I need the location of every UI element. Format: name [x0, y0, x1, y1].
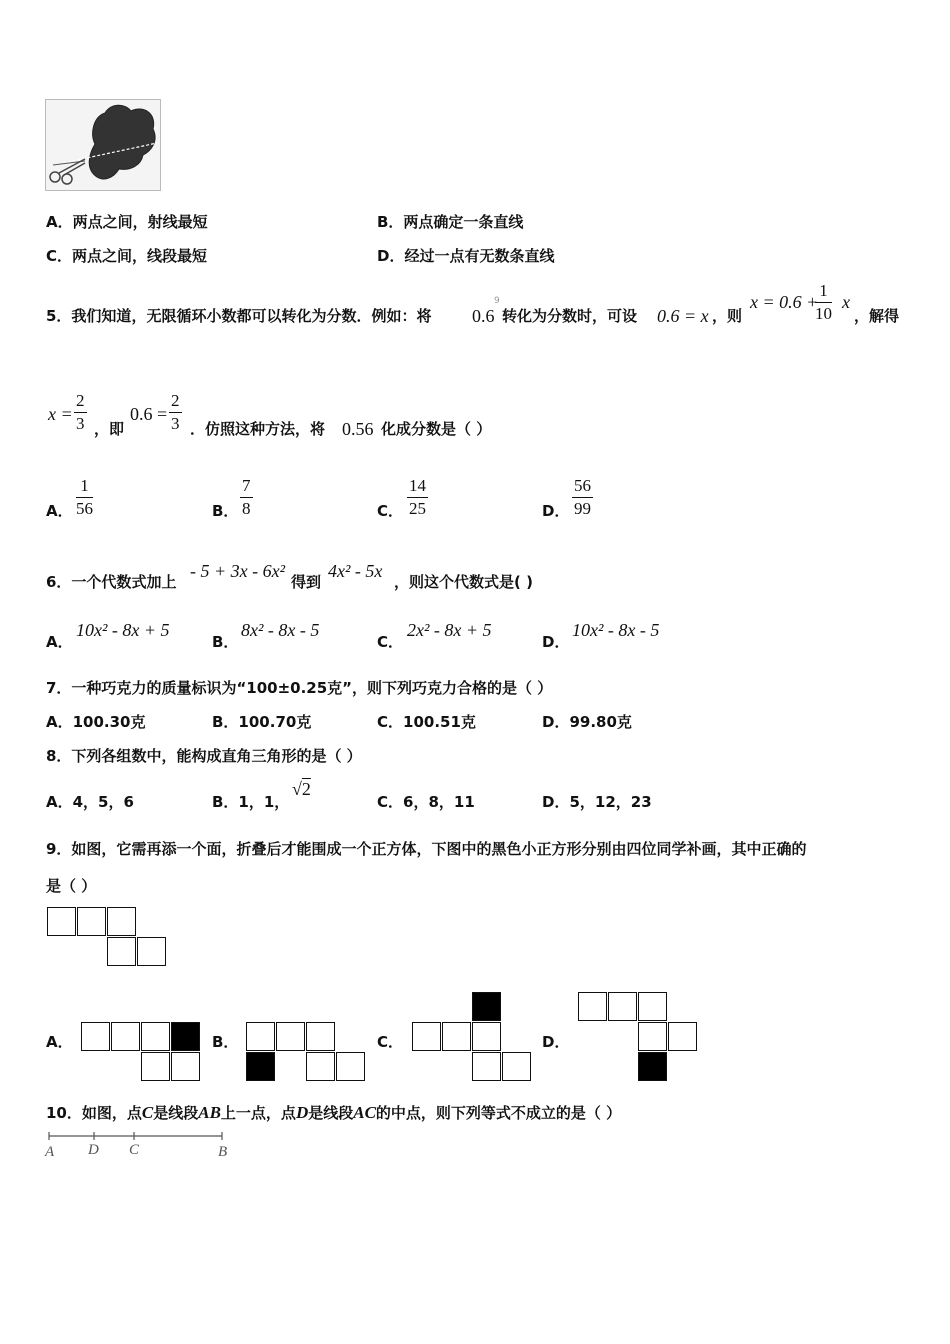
q5-eq2-num: 1 — [815, 281, 832, 303]
q5-option-c-num: 14 — [407, 476, 428, 498]
q7-stem: 7．一种巧克力的质量标识为“100±0.25克”，则下列巧克力合格的是（ ） — [46, 679, 553, 697]
net-square — [111, 1022, 140, 1051]
q10-stem-2: 是线段 — [153, 1104, 199, 1122]
q10-segment-ac-ref: AC — [353, 1103, 376, 1122]
net-square — [502, 1052, 531, 1081]
q9-option-d-label: D． — [542, 1033, 570, 1051]
q5-option-d-label: D． — [542, 502, 570, 520]
net-square — [668, 1022, 697, 1051]
q5-dec1: 0.6 — [472, 306, 495, 326]
q5-option-b-fraction — [240, 476, 253, 520]
net-square-added — [638, 1052, 667, 1081]
q9-option-a-label: A． — [46, 1033, 73, 1051]
q6-option-b-expr: 8x² - 8x - 5 — [241, 620, 320, 640]
net-square — [578, 992, 607, 1021]
q8-option-d: D．5，12，23 — [542, 793, 652, 811]
q5-eq2-den: 10 — [815, 304, 832, 323]
q10-stem — [46, 1102, 621, 1123]
label-d: D — [88, 1142, 99, 1158]
q5-x-den: 3 — [76, 414, 85, 433]
q6-stem-3: ，则这个代数式是( ) — [394, 573, 533, 591]
q5-option-d-fraction — [572, 476, 593, 520]
q4-option-d: D．经过一点有无数条直线 — [377, 247, 555, 265]
net-square — [638, 992, 667, 1021]
q5-eq2-fraction — [815, 281, 832, 325]
net-square — [246, 1022, 275, 1051]
net-square — [137, 937, 166, 966]
net-square — [77, 907, 106, 936]
q7-option-c: C．100.51克 — [377, 713, 476, 731]
q5-option-a-label: A． — [46, 502, 73, 520]
q5-option-b-num: 7 — [240, 476, 253, 498]
q5-stem-7: 化成分数是（ ） — [381, 420, 492, 438]
net-square — [608, 992, 637, 1021]
net-square — [442, 1022, 471, 1051]
q10-point-c-ref: C — [141, 1103, 154, 1122]
q8-option-a: A．4，5，6 — [46, 793, 134, 811]
q6-option-a-expr: 10x² - 8x + 5 — [76, 620, 170, 640]
net-square — [306, 1022, 335, 1051]
net-square — [171, 1052, 200, 1081]
q6-option-c-label: C． — [377, 633, 404, 651]
q6-option-d-expr: 10x² - 8x - 5 — [572, 620, 660, 640]
q7-option-d: D．99.80克 — [542, 713, 632, 731]
q9-stem-1: 9．如图，它需再添一个面，折叠后才能围成一个正方体，下图中的黑色小正方形分别由四位同学补画，其中正确的 — [46, 840, 807, 858]
label-a: A — [45, 1144, 55, 1160]
q5-dec2: 0.6 = — [130, 404, 168, 424]
q4-option-a: A．两点之间，射线最短 — [46, 213, 208, 231]
q5-stem-6: ．仿照这种方法，将 — [190, 420, 326, 438]
q5-option-a-num: 1 — [76, 476, 93, 498]
net-square — [336, 1052, 365, 1081]
net-square — [276, 1022, 305, 1051]
q5-eq1: 0.6 = x — [657, 306, 709, 326]
q5-stem-5: ，即 — [94, 420, 125, 438]
q5-dec2-fraction — [169, 391, 182, 435]
net-square-added — [472, 992, 501, 1021]
net-square — [141, 1022, 170, 1051]
q9-option-c-label: C． — [377, 1033, 404, 1051]
q5-option-d-den: 99 — [574, 499, 591, 518]
q5-x-fraction — [74, 391, 87, 435]
net-square — [412, 1022, 441, 1051]
q5-x-left: x = — [48, 404, 73, 424]
q5-option-b-label: B． — [212, 502, 239, 520]
net-square — [472, 1052, 501, 1081]
q5-option-d-num: 56 — [572, 476, 593, 498]
q5-eq2-var: x — [842, 292, 850, 312]
net-square — [472, 1022, 501, 1051]
net-square — [47, 907, 76, 936]
net-square — [141, 1052, 170, 1081]
q5-option-c-den: 25 — [409, 499, 426, 518]
q7-option-a: A．100.30克 — [46, 713, 146, 731]
q5-dec2-den: 3 — [171, 414, 180, 433]
q7-option-b: B．100.70克 — [212, 713, 312, 731]
q6-option-b-label: B． — [212, 633, 239, 651]
q5-stem-3: ，则 — [712, 307, 743, 325]
net-square-added — [171, 1022, 200, 1051]
q5-dec3: 0.56 — [342, 419, 374, 439]
net-square — [638, 1022, 667, 1051]
q10-point-d-ref: D — [295, 1103, 309, 1122]
q9-stem-2: 是（ ） — [46, 877, 97, 895]
q10-stem-5: 的中点，则下列等式不成立的是（ ） — [375, 1104, 622, 1122]
net-square — [306, 1052, 335, 1081]
q10-segment-ab-ref: AB — [198, 1103, 221, 1122]
q8-sqrt-value: 2 — [301, 779, 311, 799]
net-square-added — [246, 1052, 275, 1081]
label-b: B — [218, 1144, 228, 1160]
q8-stem: 8．下列各组数中，能构成直角三角形的是（ ） — [46, 747, 362, 765]
q5-option-b-den: 8 — [242, 499, 251, 518]
q5-stem-1: 5．我们知道，无限循环小数都可以转化为分数．例如：将 — [46, 307, 432, 325]
q5-dec2-num: 2 — [169, 391, 182, 413]
net-square — [81, 1022, 110, 1051]
q10-stem-3: 上一点，点 — [220, 1104, 296, 1122]
q5-option-a-fraction — [76, 476, 93, 520]
q10-stem-1: 10．如图，点 — [46, 1104, 142, 1122]
q8-sqrt: √2 — [292, 779, 311, 799]
leaf-scissors-figure — [45, 99, 161, 191]
q6-option-a-label: A． — [46, 633, 73, 651]
q10-segment-figure — [44, 1128, 234, 1162]
q5-stem-4: ，解得 — [854, 307, 900, 325]
q6-option-c-expr: 2x² - 8x + 5 — [407, 620, 492, 640]
q5-dec1-dot: 9 — [494, 296, 500, 306]
net-square — [107, 937, 136, 966]
q5-stem-2: 转化为分数时，可设 — [502, 307, 638, 325]
q8-option-b: B．1，1， — [212, 793, 290, 811]
q5-eq2-left: x = 0.6 + — [750, 292, 819, 312]
q10-stem-4: 是线段 — [308, 1104, 354, 1122]
q5-option-a-den: 56 — [76, 499, 93, 518]
q5-option-c-fraction — [407, 476, 428, 520]
label-c: C — [129, 1142, 140, 1158]
q6-stem-2: 得到 — [291, 573, 322, 591]
q6-expr2: 4x² - 5x — [328, 561, 383, 581]
q9-option-b-label: B． — [212, 1033, 239, 1051]
q4-option-b: B．两点确定一条直线 — [377, 213, 524, 231]
q8-option-c: C．6，8，11 — [377, 793, 475, 811]
q5-x-num: 2 — [74, 391, 87, 413]
net-square — [107, 907, 136, 936]
q4-option-c: C．两点之间，线段最短 — [46, 247, 208, 265]
q6-expr1: - 5 + 3x - 6x² — [190, 561, 286, 581]
q5-option-c-label: C． — [377, 502, 404, 520]
q6-option-d-label: D． — [542, 633, 570, 651]
q6-stem-1: 6．一个代数式加上 — [46, 573, 177, 591]
